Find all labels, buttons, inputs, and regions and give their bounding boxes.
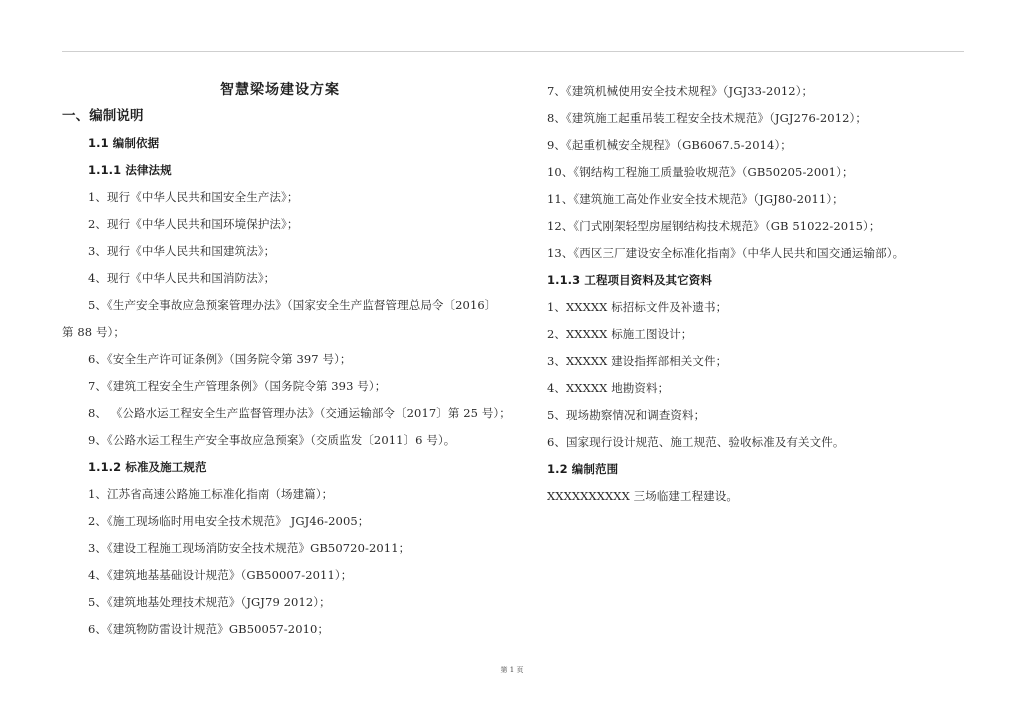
left-column — [62, 78, 520, 643]
subsection-heading-laws: 1.1.1 法律法规 — [88, 163, 172, 177]
scope-text: XXXXXXXXXX 三场临建工程建设。 — [547, 489, 739, 503]
project-doc-item: 6、国家现行设计规范、施工规范、验收标准及有关文件。 — [547, 435, 845, 449]
project-doc-item: 3、XXXXX 建设指挥部相关文件； — [547, 354, 728, 368]
project-doc-item: 1、XXXXX 标招标文件及补遗书； — [547, 300, 728, 314]
section-heading-compilation: 一、编制说明 — [62, 108, 144, 124]
subsection-heading-basis: 1.1 编制依据 — [88, 136, 160, 150]
standard-item: 11、《建筑施工高处作业安全技术规范》（JGJ80-2011）； — [547, 192, 844, 206]
standard-item: 3、《建设工程施工现场消防安全技术规范》GB50720-2011； — [88, 541, 411, 555]
standard-item: 6、《建筑物防雷设计规范》GB50057-2010； — [88, 622, 330, 636]
law-item: 6、《安全生产许可证条例》（国务院令第 397 号）； — [88, 352, 352, 366]
standard-item: 2、《施工现场临时用电安全技术规范》 JGJ46-2005； — [88, 514, 370, 528]
law-item: 1、现行《中华人民共和国安全生产法》； — [88, 190, 299, 204]
law-item: 2、现行《中华人民共和国环境保护法》； — [88, 217, 299, 231]
standard-item: 7、《建筑机械使用安全技术规程》（JGJ33-2012）； — [547, 84, 814, 98]
subsection-heading-standards: 1.1.2 标准及施工规范 — [88, 460, 207, 474]
standard-item: 10、《钢结构工程施工质量验收规范》（GB50205-2001）； — [547, 165, 854, 179]
standard-item: 1、江苏省高速公路施工标准化指南（场建篇）； — [88, 487, 334, 501]
subsection-heading-project-docs: 1.1.3 工程项目资料及其它资料 — [547, 273, 712, 287]
page-number: 第 1 页 — [500, 666, 524, 674]
law-item: 4、现行《中华人民共和国消防法》； — [88, 271, 276, 285]
project-doc-item: 2、XXXXX 标施工图设计； — [547, 327, 693, 341]
law-item: 7、《建筑工程安全生产管理条例》（国务院令第 393 号）； — [88, 379, 387, 393]
law-item-continuation: 第 88 号）； — [62, 325, 125, 339]
standard-item: 8、《建筑施工起重吊装工程安全技术规范》（JGJ276-2012）； — [547, 111, 867, 125]
standard-item: 4、《建筑地基基础设计规范》（GB50007-2011）； — [88, 568, 353, 582]
standard-item: 13、《西区三厂建设安全标准化指南》（中华人民共和国交通运输部）。 — [547, 246, 905, 260]
standard-item: 9、《起重机械安全规程》（GB6067.5-2014）； — [547, 138, 792, 152]
project-doc-item: 4、XXXXX 地勘资料； — [547, 381, 670, 395]
subsection-heading-scope: 1.2 编制范围 — [547, 462, 619, 476]
standard-item: 12、《门式刚架轻型房屋钢结构技术规范》（GB 51022-2015）； — [547, 219, 881, 233]
standard-item: 5、《建筑地基处理技术规范》（JGJ79 2012）； — [88, 595, 331, 609]
right-column — [547, 78, 967, 510]
law-item: 9、《公路水运工程生产安全事故应急预案》（交质监发〔2011〕6 号）。 — [88, 433, 456, 447]
project-doc-item: 5、现场勘察情况和调查资料； — [547, 408, 706, 422]
law-item: 8、 《公路水运工程安全生产监督管理办法》（交通运输部令〔2017〕第 25 号）； — [88, 406, 511, 420]
header-rule — [62, 51, 964, 52]
law-item: 3、现行《中华人民共和国建筑法》； — [88, 244, 276, 258]
document-title: 智慧梁场建设方案 — [220, 82, 340, 98]
law-item: 5、《生产安全事故应急预案管理办法》（国家安全生产监督管理总局令〔2016〕 — [88, 298, 497, 312]
